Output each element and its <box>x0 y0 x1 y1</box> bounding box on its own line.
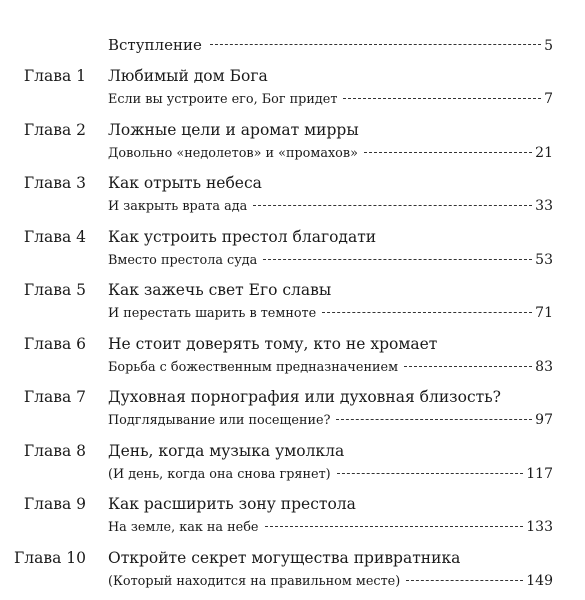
dot-leader <box>406 580 523 581</box>
chapter-page-number: 71 <box>535 305 553 321</box>
dot-leader <box>210 44 541 45</box>
chapter-subtitle-line <box>108 464 553 485</box>
chapter-label: Глава 5 <box>23 281 86 299</box>
chapter-page-number: 21 <box>535 144 553 161</box>
chapter-title: Как зажечь свет Его славы <box>108 281 332 299</box>
chapter-subtitle: Довольно «недолетов» и «промахов» <box>108 145 358 161</box>
chapter-page-number: 133 <box>526 519 553 535</box>
dot-leader <box>404 366 532 367</box>
toc-intro-entry <box>108 34 553 57</box>
chapter-title: Как отрыть небеса <box>108 174 262 192</box>
dot-leader <box>364 152 532 153</box>
chapter-label: Глава 4 <box>23 227 86 246</box>
chapter-title: Любимый дом Бога <box>108 67 268 85</box>
chapter-subtitle-line <box>108 196 553 217</box>
dot-leader <box>343 98 541 99</box>
dot-leader <box>322 312 532 313</box>
intro-title: Вступление <box>108 36 202 54</box>
dot-leader <box>336 419 532 420</box>
chapter-subtitle: На земле, как на небе <box>108 520 259 535</box>
dot-leader <box>253 205 532 206</box>
chapter-subtitle: Вместо престола суда <box>108 252 258 268</box>
chapter-label: Глава 2 <box>23 120 86 139</box>
chapter-title: День, когда музыка умолкла <box>108 441 345 460</box>
chapter-label: Глава 3 <box>23 174 86 192</box>
chapter-label: Глава 1 <box>23 67 86 85</box>
chapter-subtitle: Подглядывание или посещение? <box>108 413 331 428</box>
chapter-subtitle-line <box>108 143 553 164</box>
chapter-label: Глава 7 <box>23 388 86 406</box>
chapter-subtitle: (Который находится на правильном месте) <box>108 573 401 589</box>
chapter-subtitle-line <box>108 357 553 378</box>
chapter-title: Не стоит доверять тому, кто не хромает <box>108 334 438 353</box>
chapter-subtitle: Если вы устроите его, Бог придет <box>108 92 338 107</box>
chapter-subtitle: И перестать шарить в темноте <box>108 306 317 321</box>
chapter-title: Ложные цели и аромат мирры <box>108 120 359 139</box>
dot-leader <box>337 473 524 474</box>
intro-page-number: 5 <box>544 38 553 54</box>
chapter-page-number: 7 <box>544 91 553 107</box>
chapter-page-number: 97 <box>535 412 553 428</box>
chapter-title: Откройте секрет могущества привратника <box>108 548 461 567</box>
chapter-label: Глава 9 <box>23 495 86 513</box>
chapter-subtitle-line <box>108 89 553 110</box>
chapter-page-number: 117 <box>526 465 553 482</box>
chapter-subtitle-line <box>108 250 553 271</box>
chapter-label: Глава 6 <box>23 334 86 353</box>
chapter-label: Глава 10 <box>14 548 86 567</box>
chapter-page-number: 83 <box>535 358 553 375</box>
chapter-subtitle-line <box>108 571 553 592</box>
chapter-subtitle: (И день, когда она снова грянет) <box>108 466 331 482</box>
chapter-subtitle-line <box>108 303 553 324</box>
chapter-title: Как устроить престол благодати <box>108 227 377 246</box>
chapter-label: Глава 8 <box>23 441 86 460</box>
dot-leader <box>263 259 532 260</box>
chapter-subtitle: Борьба с божественным предназначением <box>108 359 399 375</box>
chapter-subtitle: И закрыть врата ада <box>108 199 248 214</box>
chapter-subtitle-line <box>108 517 553 538</box>
chapter-page-number: 53 <box>535 251 553 268</box>
dot-leader <box>265 526 524 527</box>
chapter-title: Духовная порнография или духовная близость? <box>108 388 501 406</box>
chapter-title: Как расширить зону престола <box>108 495 356 513</box>
chapter-page-number: 149 <box>526 572 553 589</box>
chapter-page-number: 33 <box>535 198 553 214</box>
chapter-subtitle-line <box>108 410 553 431</box>
